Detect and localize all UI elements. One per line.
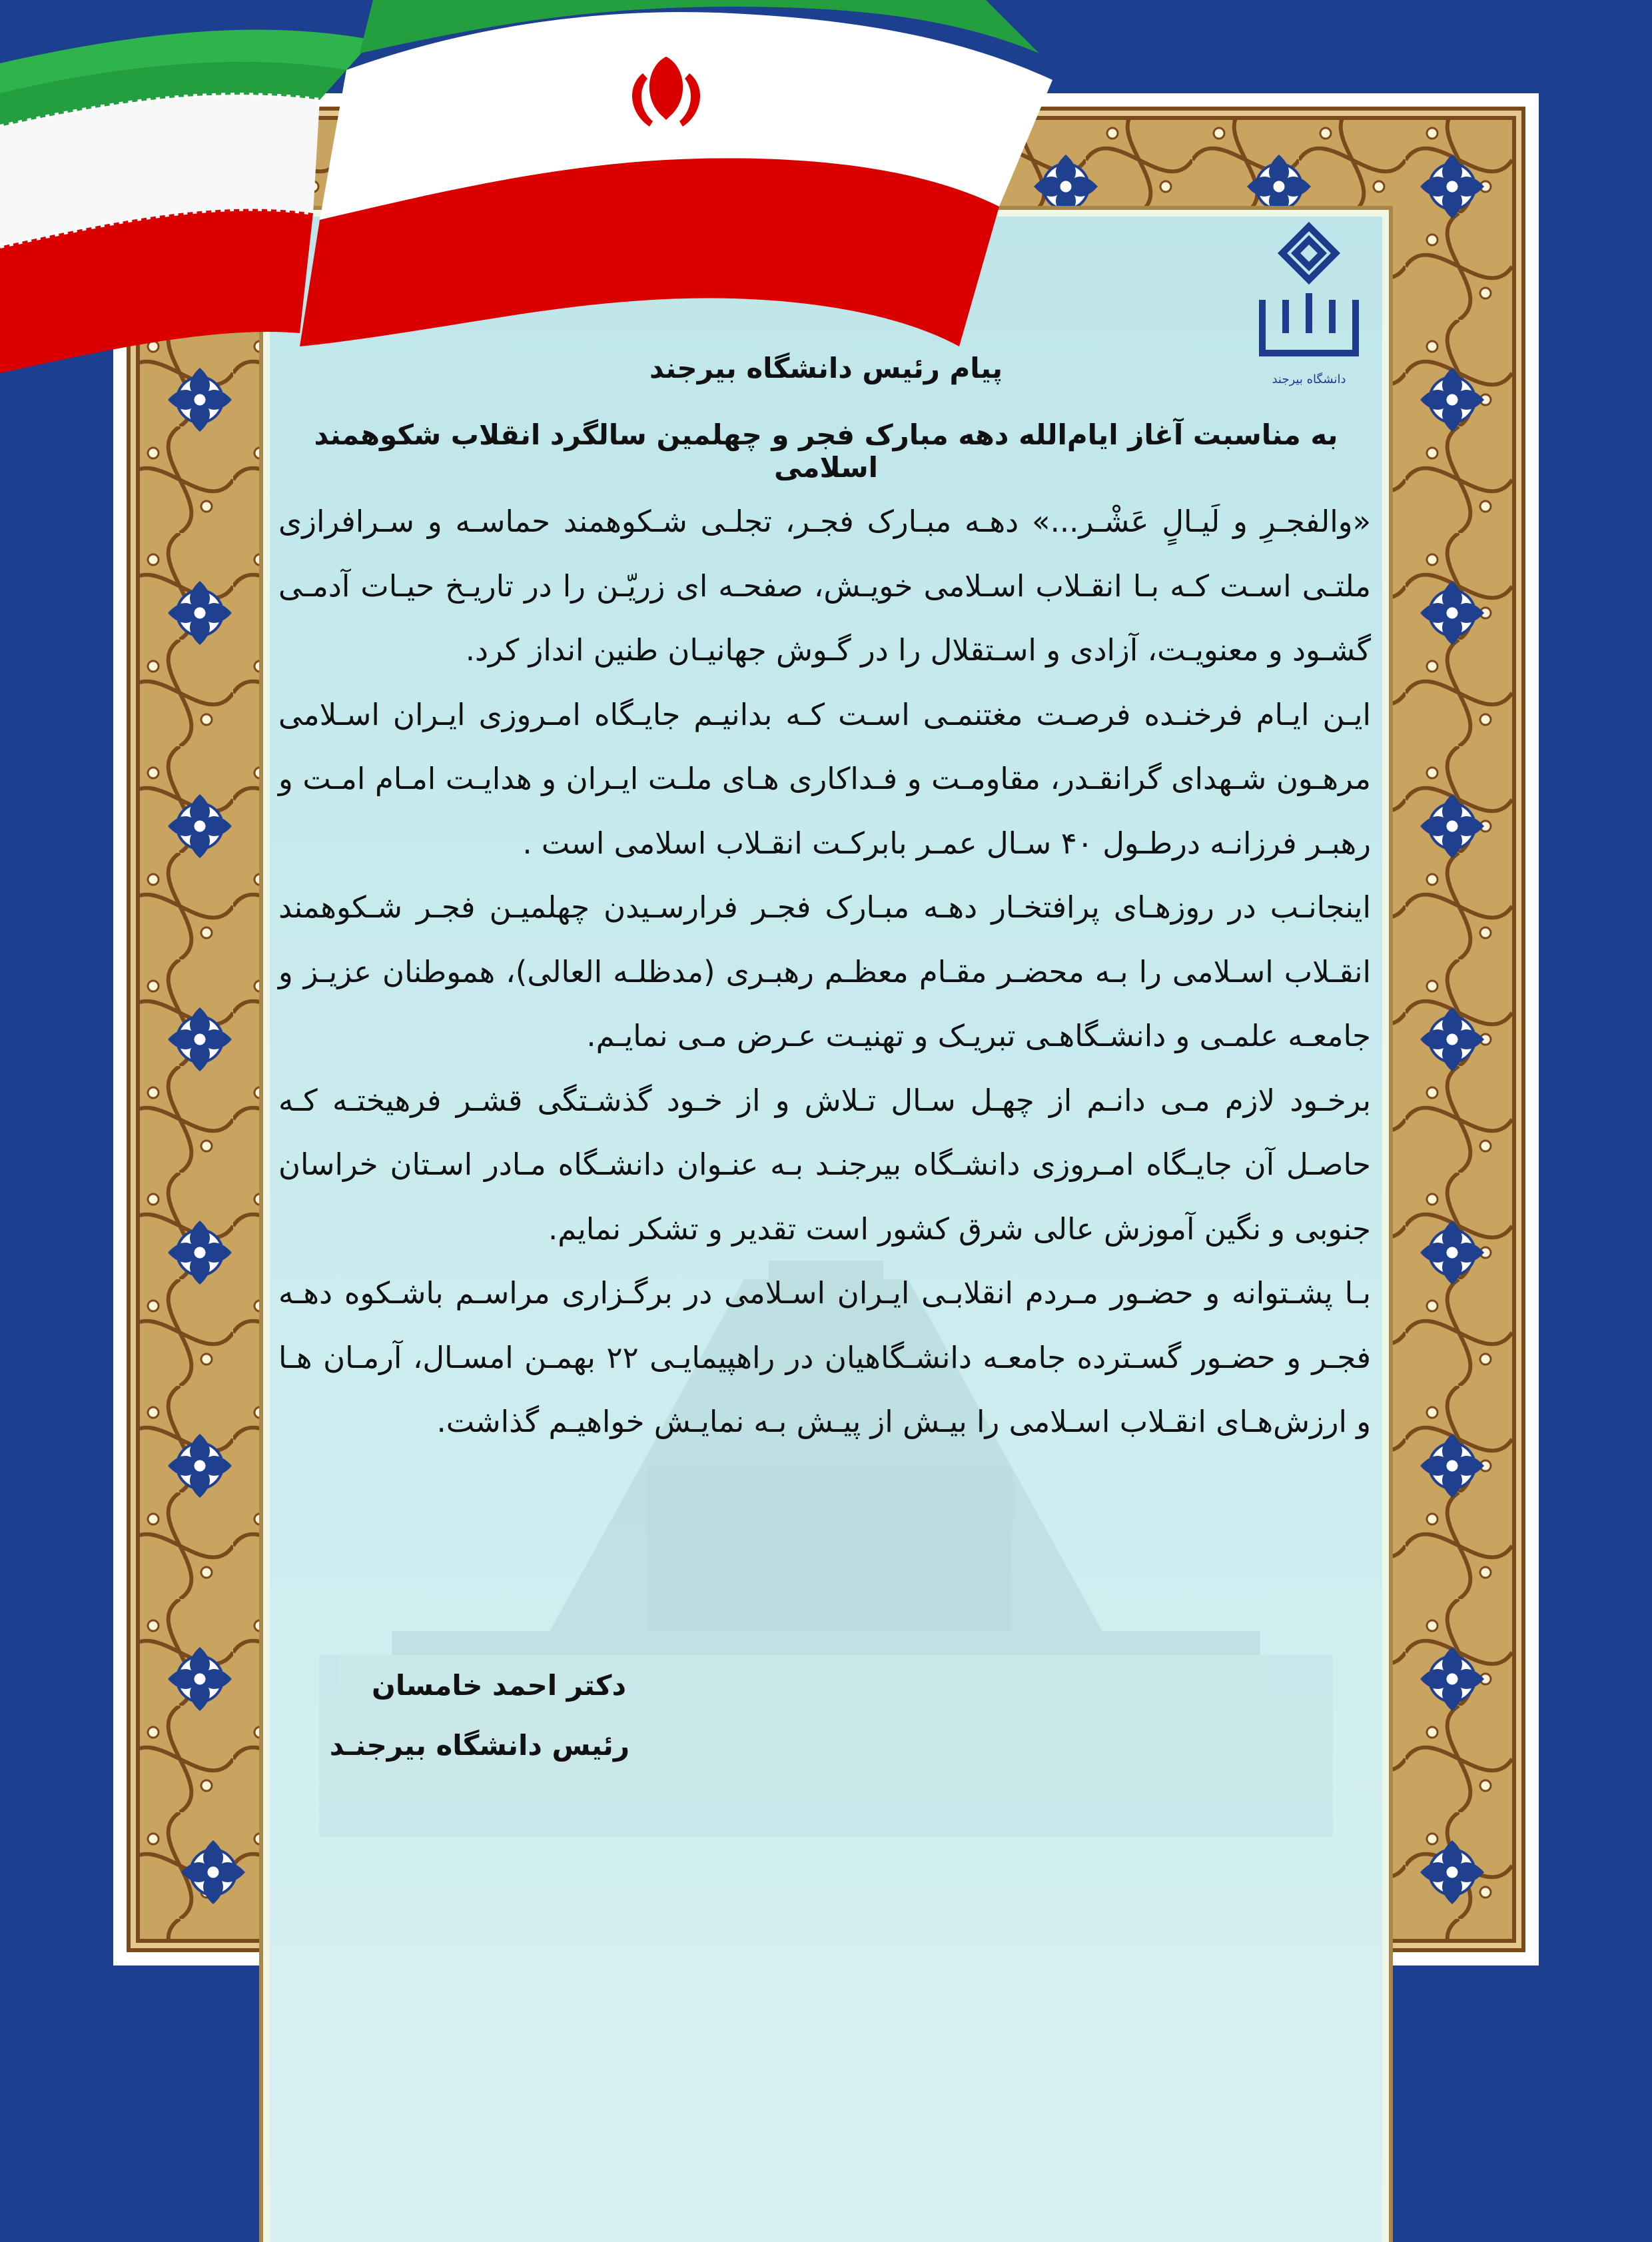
paragraph-3: اینجانـب در روزهـای پرافتخـار دهـه مبـارک فجـر فرارسـیدن چهلمیـن فجـر شـکوهمند انقـلاب اسـلامی را بـه محضـر مقـام معظـم رهبـری (مدظلـه العالی)، هموطنان عزیـز و جامعـه علمـی و دانشـگاهـی تبریـک و تهنیـت عـرض مـی نمایـم. xyxy=(278,889,1371,1053)
paragraph-5: بـا پشـتوانه و حضـور مـردم انقلابـی ایـران اسـلامی در برگـزاری مراسـم باشـکوه دهـه فجـر و حضـور گسـترده جامعـه دانشـگاهیان در راهپیمایـی ۲۲ بهمـن امسـال، آرمـان هـا و ارزش‌هـای انقـلاب اسـلامی را بیـش از پیـش بـه نمایـش خواهیـم گذاشت. xyxy=(278,1275,1371,1439)
signature-name: دکتر احمد خامسان xyxy=(372,1669,626,1702)
page-title: پیام رئیس دانشگاه بیرجند xyxy=(649,352,1003,384)
logo-caption: دانشگاه بیرجند xyxy=(1272,372,1346,386)
iran-flag xyxy=(0,0,1066,480)
message-body xyxy=(278,490,1371,1454)
paragraph-1: «والفجـرِ و لَیـالٍ عَشْـر...» دهـه مبـارک فجـر، تجلـی شـکوهمند حماسـه و سـرافرازی ملتـی اسـت کـه بـا انقـلاب اسـلامی خویـش، صفحـه ای زریّـن را در تاریـخ حیـات آدمـی گشـود و معنویـت، آزادی و اسـتقلال را در گـوش جهانیـان طنین انداز کرد. xyxy=(278,504,1371,668)
paragraph-2: ایـن ایـام فرخنـده فرصـت مغتنمـی اسـت کـه بدانیـم جایـگاه امـروزی ایـران اسـلامی مرهـون شـهدای گرانقـدر، مقاومـت و فـداکاری هـای ملـت ایـران و هدایـت امـام امـت و رهبـر فرزانـه درطـول ۴۰ سـال عمـر بابرکـت انقـلاب اسلامی است . xyxy=(278,696,1371,861)
signature-title: رئیس دانشگاه بیرجنـد xyxy=(329,1729,629,1762)
paragraph-4: برخـود لازم مـی دانـم از چهـل سـال تـلاش و از خـود گذشـتگی قشـر فرهیختـه کـه حاصـل آن جایـگاه امـروزی دانشـگاه بیرجنـد بـه عنـوان دانشـگاه مـادر اسـتان خراسان جنوبی و نگین آموزش عالی شرق کشور است تقدیر و تشکر نمایم. xyxy=(278,1082,1371,1247)
page-subtitle: به مناسبت آغاز ایام‌الله دهه مبارک فجر و چهلمین سالگرد انقلاب شکوهمند اسلامی xyxy=(314,418,1338,484)
